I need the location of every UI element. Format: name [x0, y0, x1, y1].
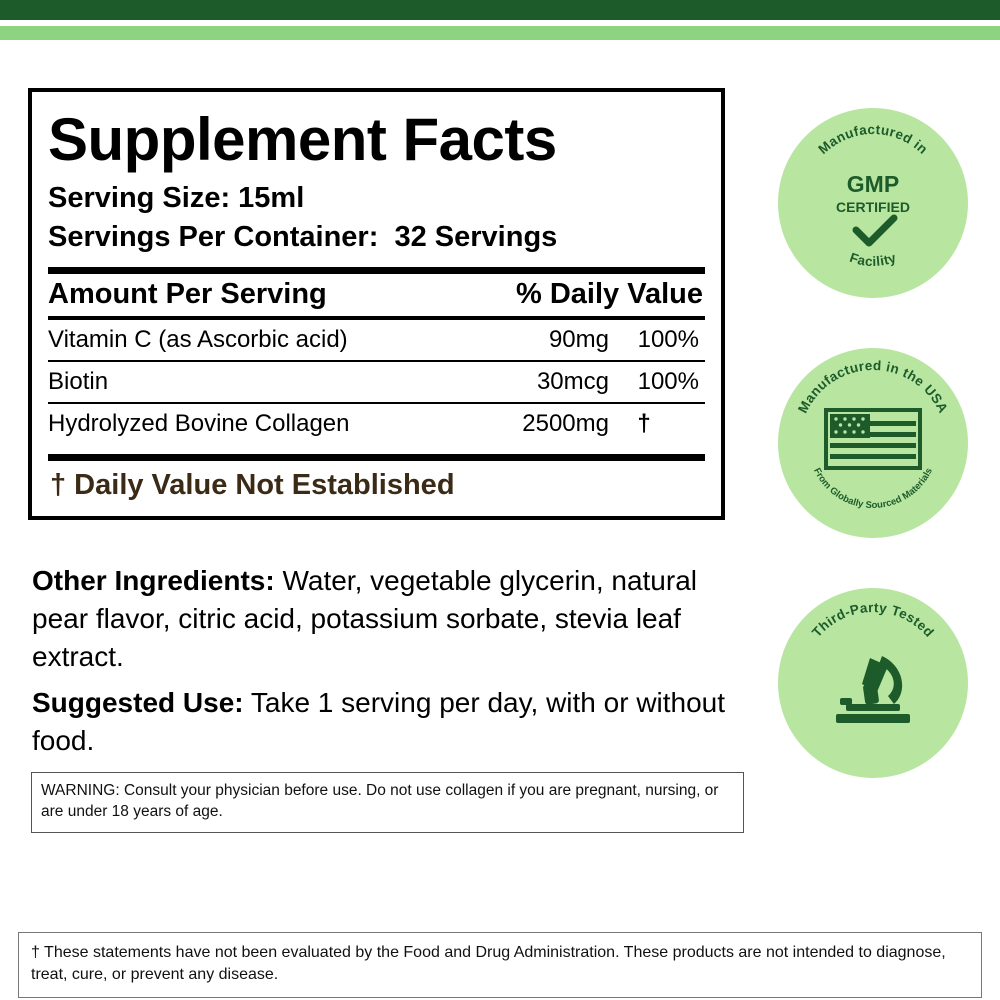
nutrient-name: Vitamin C (as Ascorbic acid)	[48, 326, 348, 354]
table-row	[48, 362, 705, 402]
badge-usa-arc-bottom-text: From Globally Sourced Materials	[811, 466, 935, 512]
divider-thick-top	[48, 267, 705, 274]
table-row	[48, 320, 705, 360]
nutrient-amount: 90mg	[548, 326, 609, 354]
serving-size: Serving Size: 15ml	[48, 182, 305, 214]
divider-thick-bottom	[48, 454, 705, 461]
badge-gmp-certified	[778, 108, 968, 298]
supplement-facts-title: Supplement Facts	[48, 106, 557, 173]
table-row	[48, 404, 705, 444]
suggested-use-label: Suggested Use:	[32, 687, 244, 719]
checkmark-icon	[856, 218, 894, 243]
usa-flag-icon	[826, 410, 920, 468]
nutrient-daily-value: 100%	[637, 368, 699, 396]
nutrient-name: Biotin	[48, 368, 109, 396]
badge-gmp-center-sub: CERTIFIED	[836, 199, 910, 215]
badge-gmp-arc-top-text: Manufactured in	[815, 121, 931, 158]
suggested-use-text: Take 1 serving per day, with or without food.	[32, 687, 726, 757]
supplement-facts-panel	[28, 88, 725, 520]
badge-usa-arc-top-text: Manufactured in the USA	[795, 357, 951, 416]
daily-value-footnote: † Daily Value Not Established	[50, 469, 455, 502]
badge-tested-arc-top-text: Third-Party Tested	[809, 599, 937, 641]
top-dark-bar	[0, 0, 1000, 20]
header-daily-value: % Daily Value	[516, 278, 703, 311]
warning-box	[31, 772, 744, 833]
label-body-text	[32, 562, 732, 768]
nutrient-amount: 30mcg	[536, 368, 609, 396]
badge-third-party-tested	[778, 588, 968, 778]
badge-gmp-center-main: GMP	[846, 171, 900, 197]
badge-made-in-usa	[778, 348, 968, 538]
badge-gmp-arc-bottom-text: Facility	[847, 249, 899, 270]
header-amount-per-serving: Amount Per Serving	[48, 278, 327, 311]
nutrient-amount: 2500mg	[522, 410, 609, 438]
suggested-use-paragraph	[32, 684, 732, 760]
table-header-row	[48, 274, 705, 316]
warning-text: WARNING: Consult your physician before use. Do not use collagen if you are pregnant, nursing, or are under 18 years of age.	[41, 782, 719, 821]
nutrient-daily-value: 100%	[637, 326, 699, 354]
microscope-icon	[836, 656, 910, 723]
fda-disclaimer-box	[18, 932, 982, 998]
other-ingredients-text: Water, vegetable glycerin, natural pear flavor, citric acid, potassium sorbate, stevia leaf extract.	[32, 565, 697, 673]
other-ingredients-label: Other Ingredients:	[32, 565, 275, 596]
other-ingredients-paragraph	[32, 562, 732, 676]
nutrient-daily-value: †	[637, 410, 651, 438]
top-light-bar	[0, 26, 1000, 40]
nutrient-name: Hydrolyzed Bovine Collagen	[48, 410, 350, 438]
fda-disclaimer-text: † These statements have not been evaluated by the Food and Drug Administration. These products are not intended to diagnose, treat, cure, or prevent any disease.	[31, 944, 946, 984]
servings-per-container: Servings Per Container: 32 Servings	[48, 221, 558, 254]
